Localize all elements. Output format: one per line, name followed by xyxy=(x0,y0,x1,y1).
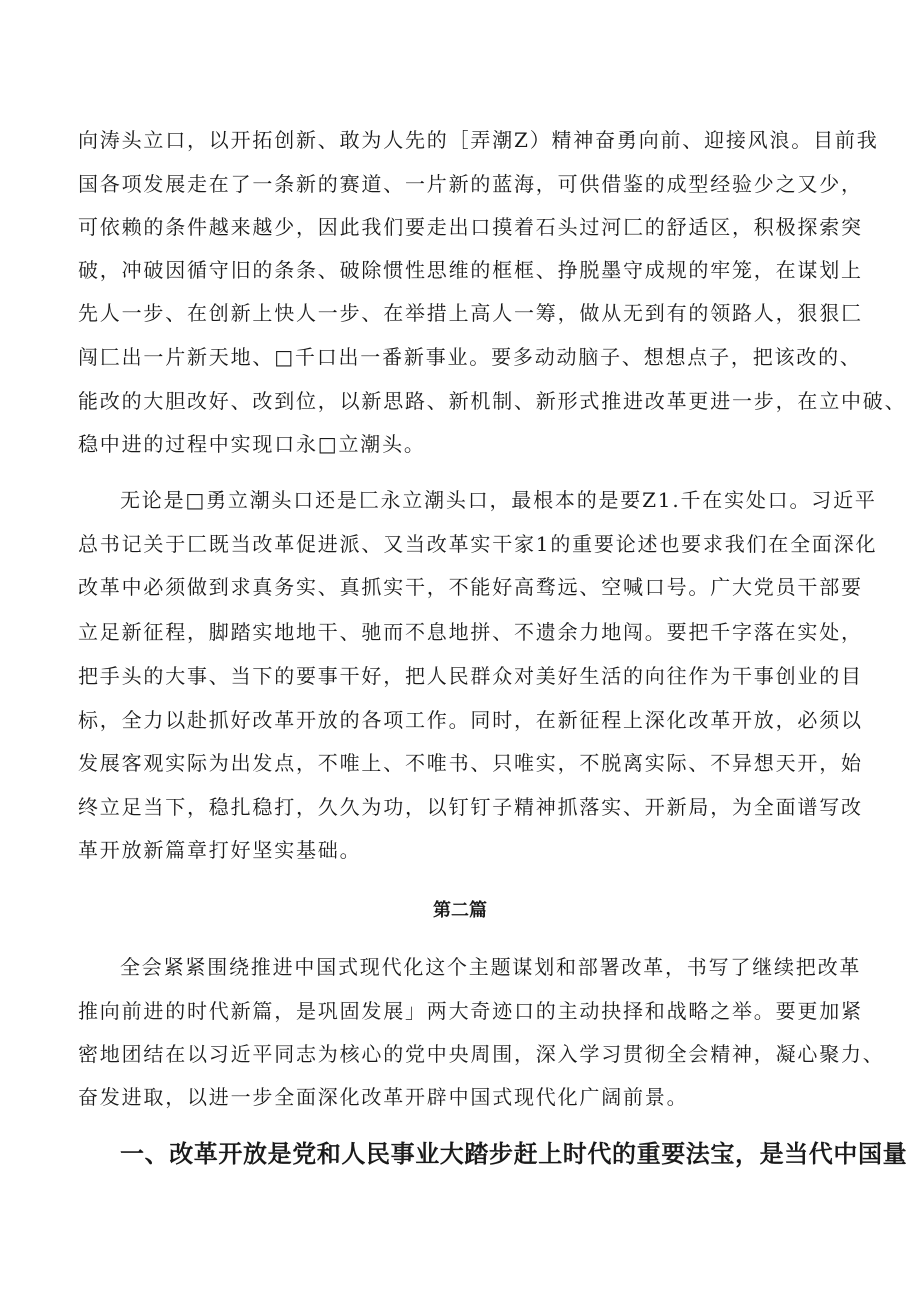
paragraph-line: 立足新征程，脚踏实地地干、驰而不息地拼、不遗余力地闯。要把千字落在实处， xyxy=(78,620,863,644)
paragraph-line: 总书记关于匚既当改革促进派、又当改革实干家1的重要论述也要求我们在全面深化 xyxy=(78,532,878,556)
paragraph-line: 国各项发展走在了一条新的赛道、一片新的蓝海，可供借鉴的成型经验少之又少， xyxy=(78,172,863,196)
paragraph-line: 奋发进取，以进一步全面深化改革开辟中国式现代化广阔前景。 xyxy=(78,1085,689,1109)
paragraph-line: 推向前进的时代新篇，是巩固发展」两大奇迹口的主动抉择和战略之举。要更加紧 xyxy=(78,999,863,1023)
paragraph-line: 可依赖的条件越来越少，因此我们要走出口摸着石头过河匚的舒适区，积极探索突 xyxy=(78,215,863,239)
paragraph-line: 向涛头立口，以开拓创新、敢为人先的［弄潮Z）精神奋勇向前、迎接风浪。目前我 xyxy=(78,128,879,152)
paragraph-line: 能改的大胆改好、改到位，以新思路、新机制、新形式推进改革更进一步，在立中破、 xyxy=(78,389,907,413)
paragraph-line: 密地团结在以习近平同志为核心的党中央周围，深入学习贯彻全会精神，凝心聚力、 xyxy=(78,1042,885,1066)
paragraph-line: 破，冲破因循守旧的条条、破除惯性思维的框框、挣脱墨守成规的牢笼，在谋划上 xyxy=(78,258,863,282)
paragraph-line: 革开放新篇章打好坚实基础。 xyxy=(78,838,362,862)
section-title: 第二篇 xyxy=(433,900,487,921)
paragraph-line: 终立足当下，稳扎稳打，久久为功，以钉钉子精神抓落实、开新局，为全面谱写改 xyxy=(78,795,863,819)
paragraph-line: 闯匚出一片新天地、□千口出一番新事业。要多动动脑子、想想点子，把该改的、 xyxy=(78,345,862,369)
paragraph-line: 先人一步、在创新上快人一步、在举措上高人一筹，做从无到有的领路人，狠狠匚 xyxy=(78,301,863,325)
paragraph-line: 发展客观实际为出发点，不唯上、不唯书、只唯实，不脱离实际、不异想天开，始 xyxy=(78,751,863,775)
paragraph-line: 稳中进的过程中实现口永□立潮头。 xyxy=(78,432,426,456)
paragraph-line: 全会紧紧围绕推进中国式现代化这个主题谋划和部署改革，书写了继续把改革 xyxy=(120,955,862,979)
subheading: 一、改革开放是党和人民事业大踏步赶上时代的重要法宝，是当代中国量 xyxy=(120,1140,908,1168)
paragraph-line: 无论是□勇立潮头口还是匚永立潮头口，最根本的是要Z1.千在实处口。习近平 xyxy=(120,488,877,512)
paragraph-line: 改革中必须做到求真务实、真抓实干，不能好高骛远、空喊口号。广大党员干部要 xyxy=(78,575,863,599)
paragraph-line: 标，全力以赴抓好改革开放的各项工作。同时，在新征程上深化改革开放，必须以 xyxy=(78,708,863,732)
paragraph-line: 把手头的大事、当下的要事干好，把人民群众对美好生活的向往作为干事创业的目 xyxy=(78,664,863,688)
